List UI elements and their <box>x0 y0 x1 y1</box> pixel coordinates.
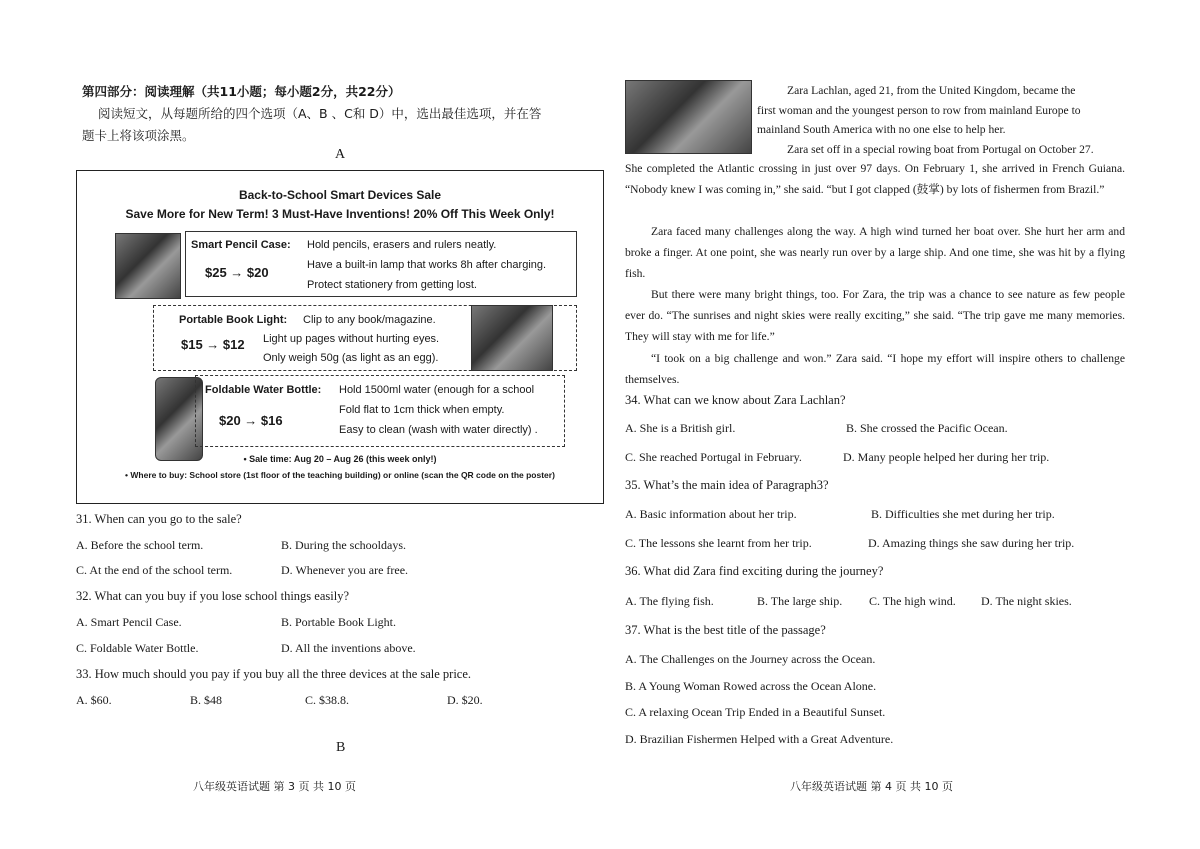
book-light-name: Portable Book Light: <box>179 314 288 326</box>
q31-option-b: B. During the schooldays. <box>281 538 406 552</box>
q33-option-a: A. $60. <box>76 693 112 707</box>
q36-option-c: C. The high wind. <box>869 594 956 608</box>
intro-line3: mainland South America with no one else to help her. <box>757 123 1006 136</box>
q34-option-b: B. She crossed the Pacific Ocean. <box>846 421 1008 435</box>
pencil-case-line2: Have a built-in lamp that works 8h after charging. <box>307 259 547 271</box>
q35-option-b: B. Difficulties she met during her trip. <box>871 507 1055 521</box>
water-bottle-line1: Hold 1500ml water (enough for a school <box>339 384 535 396</box>
passage-a-label: A <box>335 147 346 162</box>
rowing-boat-photo <box>625 80 752 154</box>
book-light-photo <box>471 305 553 371</box>
book-light-line2: Light up pages without hurting eyes. <box>263 333 440 345</box>
book-light-line1: Clip to any book/magazine. <box>303 314 436 326</box>
q35-option-c: C. The lessons she learnt from her trip. <box>625 536 812 550</box>
q32-option-c: C. Foldable Water Bottle. <box>76 641 199 655</box>
q37-option-a: A. The Challenges on the Journey across the Ocean. <box>625 652 876 666</box>
q33-option-c: C. $38.8. <box>305 693 350 707</box>
q35-option-d: D. Amazing things she saw during her trip. <box>868 536 1075 550</box>
sale-time: • Sale time: Aug 20 – Aug 26 (this week only!) <box>243 454 437 464</box>
q35-stem: 35. What’s the main idea of Paragraph3? <box>625 478 829 492</box>
sale-poster <box>76 170 604 504</box>
q37-option-c: C. A relaxing Ocean Trip Ended in a Beautiful Sunset. <box>625 705 886 719</box>
instructions-line1: 阅读短文，从每题所给的四个选项（A、B 、C和 D）中，选出最佳选项，并在答 <box>98 106 542 121</box>
right-footer: 八年级英语试题 第 4 页 共 10 页 <box>790 780 953 793</box>
pencil-case-photo <box>115 233 181 299</box>
left-footer: 八年级英语试题 第 3 页 共 10 页 <box>193 780 356 793</box>
poster-subtitle: Save More for New Term! 3 Must-Have Inventions! 20% Off This Week Only! <box>125 207 555 221</box>
q34-option-c: C. She reached Portugal in February. <box>625 450 802 464</box>
paragraph-4: “I took on a big challenge and won.” Zara said. “I hope my effort will inspire others to challenge themselves. <box>625 352 1125 386</box>
q36-option-d: D. The night skies. <box>981 594 1072 608</box>
q33-stem: 33. How much should you pay if you buy all the three devices at the sale price. <box>76 667 472 681</box>
water-bottle-price: $20 → $16 <box>219 413 283 428</box>
q31-option-c: C. At the end of the school term. <box>76 563 233 577</box>
q31-option-a: A. Before the school term. <box>76 538 204 552</box>
q32-option-d: D. All the inventions above. <box>281 641 416 655</box>
poster-title: Back-to-School Smart Devices Sale <box>238 188 442 202</box>
q36-stem: 36. What did Zara find exciting during the journey? <box>625 564 884 578</box>
q32-option-a: A. Smart Pencil Case. <box>76 615 182 629</box>
intro-line4: Zara set off in a special rowing boat from Portugal on October 27. <box>787 143 1094 156</box>
instructions-line2: 题卡上将该项涂黑。 <box>82 128 195 143</box>
passage-b-label: B <box>336 740 346 755</box>
intro-line2: first woman and the youngest person to row from mainland Europe to <box>757 104 1081 117</box>
water-bottle-name: Foldable Water Bottle: <box>205 384 322 396</box>
book-light-price: $15 → $12 <box>181 337 245 352</box>
q37-option-b: B. A Young Woman Rowed across the Ocean Alone. <box>625 679 877 693</box>
q32-stem: 32. What can you buy if you lose school things easily? <box>76 589 349 603</box>
q34-option-d: D. Many people helped her during her trip. <box>843 450 1050 464</box>
q32-option-b: B. Portable Book Light. <box>281 615 396 629</box>
q35-option-a: A. Basic information about her trip. <box>625 507 797 521</box>
q37-option-d: D. Brazilian Fishermen Helped with a Great Adventure. <box>625 732 894 746</box>
q31-option-d: D. Whenever you are free. <box>281 563 409 577</box>
q34-stem: 34. What can we know about Zara Lachlan? <box>625 393 846 407</box>
intro-line1: Zara Lachlan, aged 21, from the United Kingdom, became the <box>787 84 1076 97</box>
q34-option-a: A. She is a British girl. <box>625 421 736 435</box>
water-bottle-line3: Easy to clean (wash with water directly) . <box>339 424 538 436</box>
q33-option-b: B. $48 <box>190 693 223 707</box>
paragraph-3: But there were many bright things, too. For Zara, the trip was a chance to see nature as few people ever do. “The sunrises and night skies were really exciting,” she said. “The trip gave me many memories. They will stay with me for life.” <box>625 288 1125 343</box>
pencil-case-price: $25 → $20 <box>205 265 269 280</box>
paragraph-2: Zara faced many challenges along the way. A high wind turned her boat over. She hurt her arm and broke a finger. At one point, she was nearly run over by a large ship. And one time, she was hit by a flying fish. <box>625 225 1125 280</box>
q37-stem: 37. What is the best title of the passage? <box>625 623 826 637</box>
section-header: 第四部分：阅读理解（共11小题；每小题2分，共22分） <box>82 84 401 99</box>
q33-option-d: D. $20. <box>447 693 483 707</box>
q36-option-a: A. The flying fish. <box>625 594 714 608</box>
q36-option-b: B. The large ship. <box>757 594 843 608</box>
q31-stem: 31. When can you go to the sale? <box>76 512 242 526</box>
water-bottle-line2: Fold flat to 1cm thick when empty. <box>339 404 505 416</box>
pencil-case-line3: Protect stationery from getting lost. <box>307 279 477 291</box>
pencil-case-line1: Hold pencils, erasers and rulers neatly. <box>307 239 497 251</box>
book-light-line3: Only weigh 50g (as light as an egg). <box>263 352 439 364</box>
where-to-buy: • Where to buy: School store (1st floor of the teaching building) or online (scan the QR code on the poster) <box>125 470 555 480</box>
pencil-case-name: Smart Pencil Case: <box>191 239 291 251</box>
paragraph-1: She completed the Atlantic crossing in just over 97 days. On February 1, she arrived in French Guiana. “Nobody knew I was coming in,” she said. “but I got clapped (鼓掌) by lots of fishermen from Brazil.” <box>625 162 1125 196</box>
